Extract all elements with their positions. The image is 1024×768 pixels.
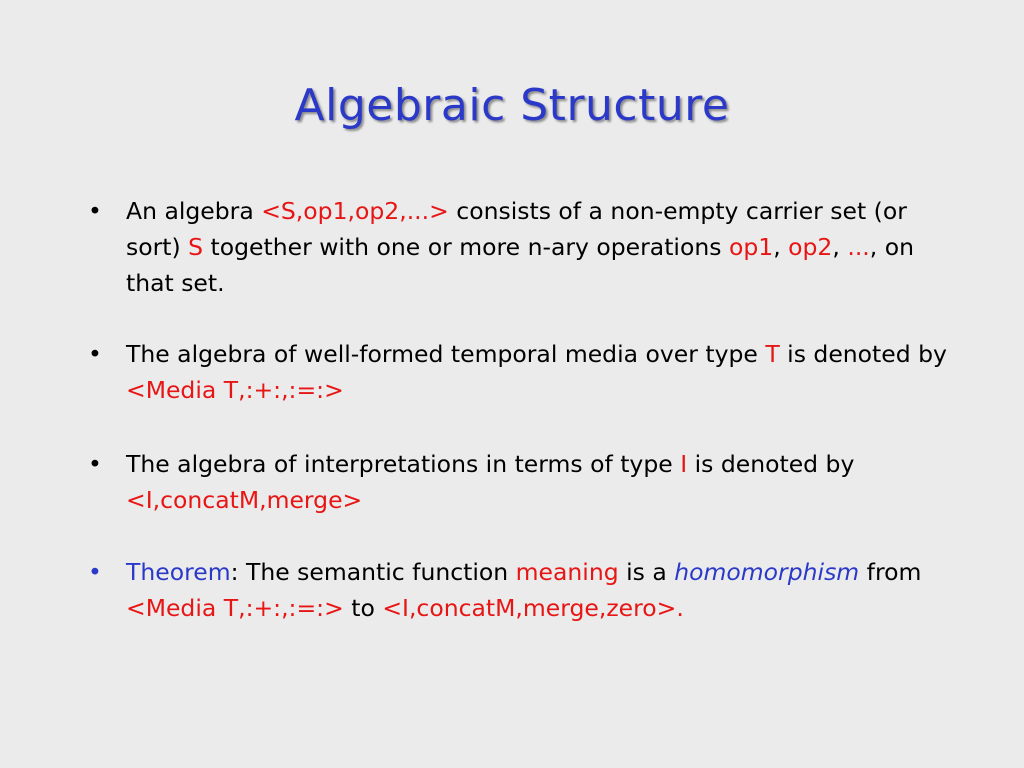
text: The algebra of well-formed temporal media over type bbox=[126, 340, 766, 368]
text: is a bbox=[618, 558, 675, 586]
text: The algebra of interpretations in terms of type bbox=[126, 450, 681, 478]
text: , bbox=[773, 233, 789, 261]
operation-op2: op2 bbox=[788, 233, 833, 261]
interpretation-signature: <I,concatM,merge> bbox=[126, 486, 363, 514]
slide-title: Algebraic Structure bbox=[294, 80, 730, 131]
ellipsis: ... bbox=[847, 233, 870, 261]
text: from bbox=[859, 558, 922, 586]
interpretation-signature-with-zero: <I,concatM,merge,zero>. bbox=[382, 594, 684, 622]
type-T: T bbox=[765, 340, 780, 368]
bullet-list bbox=[88, 193, 948, 626]
text: , on that set. bbox=[126, 233, 914, 297]
theorem-label: Theorem bbox=[126, 558, 231, 586]
bullet-item-theorem bbox=[88, 554, 948, 626]
carrier-set-symbol: S bbox=[188, 233, 204, 261]
meaning-function: meaning bbox=[515, 558, 619, 586]
media-signature: <Media T,:+:,:=:> bbox=[126, 376, 344, 404]
bullet-item-interpretation-algebra bbox=[88, 446, 948, 518]
bullet-item-media-algebra bbox=[88, 336, 948, 408]
text: is denoted by bbox=[779, 340, 947, 368]
homomorphism-term: homomorphism bbox=[674, 558, 860, 586]
text: : The semantic function bbox=[230, 558, 516, 586]
text: An algebra bbox=[126, 197, 262, 225]
bullet-marker: • bbox=[88, 558, 102, 586]
media-signature: <Media T,:+:,:=:> bbox=[126, 594, 344, 622]
text: consists of a non-empty carrier set (or sort) bbox=[126, 197, 907, 261]
operation-op1: op1 bbox=[728, 233, 774, 261]
text: , bbox=[832, 233, 848, 261]
bullet-marker: • bbox=[88, 340, 102, 368]
algebra-signature: <S,op1,op2,...> bbox=[261, 197, 449, 225]
type-I: I bbox=[680, 450, 688, 478]
bullet-item-algebra-definition bbox=[88, 193, 948, 301]
bullet-marker: • bbox=[88, 450, 102, 478]
bullet-marker: • bbox=[88, 197, 102, 225]
text: is denoted by bbox=[687, 450, 855, 478]
text: to bbox=[343, 594, 383, 622]
text: together with one or more n-ary operations bbox=[203, 233, 729, 261]
